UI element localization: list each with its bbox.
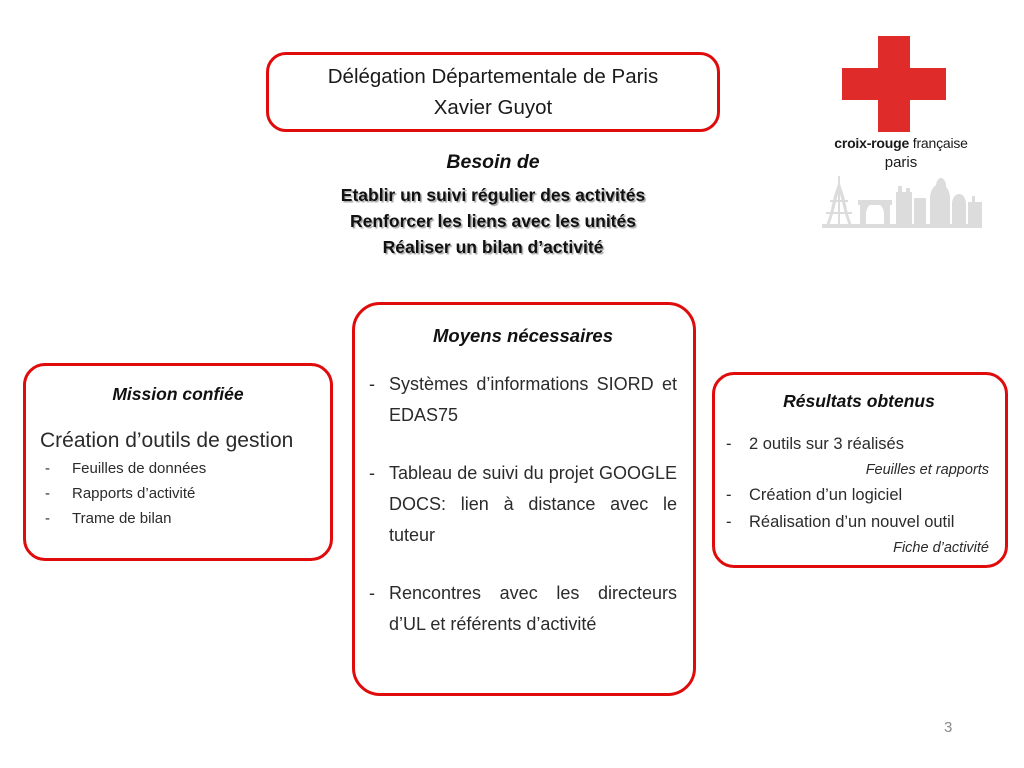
mission-lead-text: Création d’outils de gestion [40, 429, 294, 452]
resultats-list-item [723, 431, 995, 458]
dash-marker: - [45, 485, 50, 502]
mission-item-text: Rapports d’activité [72, 485, 196, 502]
mission-item-text: Trame de bilan [72, 510, 172, 527]
title-line-delegation: Délégation Départementale de Paris [327, 65, 659, 88]
dash-marker: - [45, 510, 50, 527]
besoin-line-1: Etablir un suivi régulier des activités [340, 185, 646, 205]
dash-marker: - [369, 463, 375, 483]
besoin-block [262, 148, 724, 260]
mission-list-item [40, 506, 316, 531]
moyens-item [369, 369, 677, 431]
page-number: 3 [944, 719, 953, 736]
moyens-item-text: Systèmes d’informations SIORD et EDAS75 [389, 374, 677, 425]
moyens-item-text: Rencontres avec les directeurs d’UL et référents d’activité [389, 583, 677, 634]
mission-list-item [40, 481, 316, 506]
dash-marker: - [726, 435, 732, 453]
resultats-obtenus-box [712, 372, 1008, 568]
resultats-item-text: Création d’un logiciel [749, 486, 903, 504]
besoin-heading: Besoin de [446, 151, 540, 173]
mission-list [40, 456, 316, 531]
besoin-line-3: Réaliser un bilan d’activité [382, 237, 604, 257]
moyens-list [369, 369, 677, 640]
paris-skyline-icon [818, 174, 984, 230]
title-line-name: Xavier Guyot [433, 96, 553, 119]
mission-list-item [40, 456, 316, 481]
resultats-heading: Résultats obtenus [783, 391, 935, 411]
moyens-item [369, 578, 677, 640]
logo-word-regular: française [909, 135, 968, 151]
logo-wordmark [818, 134, 984, 172]
mission-item-text: Feuilles de données [72, 460, 207, 477]
dash-marker: - [726, 513, 732, 531]
moyens-item-text: Tableau de suivi du projet GOOGLE DOCS: lien à distance avec le tuteur [389, 463, 677, 545]
resultats-item-text: Réalisation d’un nouvel outil [749, 513, 955, 531]
besoin-list [262, 182, 724, 260]
resultats-list [723, 431, 995, 560]
besoin-line-2: Renforcer les liens avec les unités [350, 211, 636, 231]
dash-marker: - [45, 460, 50, 477]
resultats-note-2: Fiche d’activité [893, 540, 989, 556]
mission-heading: Mission confiée [112, 384, 244, 404]
moyens-heading: Moyens nécessaires [433, 325, 613, 346]
red-cross-icon [842, 36, 946, 132]
moyens-necessaires-box [352, 302, 696, 696]
croix-rouge-francaise-paris-logo [818, 34, 984, 230]
logo-word-bold: croix-rouge [834, 135, 910, 151]
dash-marker: - [369, 374, 375, 394]
dash-marker: - [726, 486, 732, 504]
resultats-note-1: Feuilles et rapports [865, 462, 989, 478]
dash-marker: - [369, 583, 375, 603]
logo-word-city: paris [884, 154, 918, 171]
resultats-list-item [723, 509, 995, 536]
resultats-list-item [723, 482, 995, 509]
resultats-item-text: 2 outils sur 3 réalisés [749, 435, 904, 453]
moyens-item [369, 458, 677, 551]
mission-confiee-box [23, 363, 333, 561]
title-box [266, 52, 720, 132]
